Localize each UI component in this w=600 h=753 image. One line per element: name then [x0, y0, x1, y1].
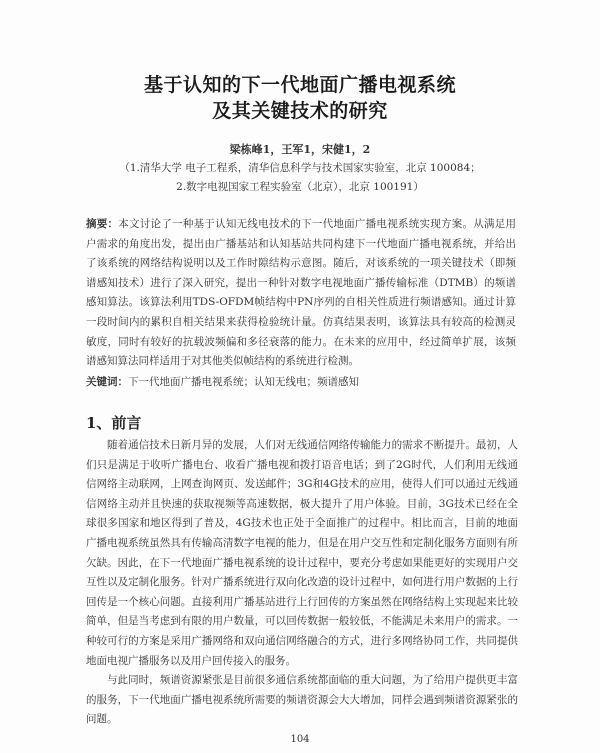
page-number: 104: [290, 734, 310, 745]
body-paragraph-1: 随着通信技术日新月异的发展，人们对无线通信网络传输能力的需求不断提升。最初，人们只是满足于收听广播电台、收看广播电视和拨打语音电话；到了2G时代，人们利用无线通信网络主动联网，上网查询网页、发送邮件；3G和4G技术的应用，使得人们可以通过无线通信网络主动并且快速的获取视频等高速数据，极大提升了用户体验。目前，3G技术已经在全球很多国家和地区得到了普及，4G技术也正处于全面推广的过程中。相比而言，目前的地面广播电视系统虽然具有传输高清数字电视的能力，但是在用户交互性和定制化服务方面则有所欠缺。因此，在下一代地面广播电视系统的设计过程中，要充分考虑如果能更好的实现用户交互性以及定制化服务。针对广播系统进行双向化改造的设计过程中，如何进行用户数据的上行回传是一个核心问题。直接利用广播基站进行上行回传的方案虽然在网络结构上实现起来比较简单，但是当考虑到有限的用户数量，可以回传数据一般较低，不能满足未来用户的需求。一种较可行的方案是采用广播网络和双向通信网络融合的方式，进行多网络协同工作，共同提供地面电视广播服务以及用户回传接入的服务。: [86, 439, 518, 667]
keywords-text: 下一代地面广播电视系统；认知无线电；频谱感知: [128, 376, 359, 388]
author-list: 梁栋峰1，王军1，宋健1，2: [229, 143, 371, 156]
body-text: [86, 436, 518, 730]
affiliation-line-2: 2.数字电视国家工程实验室（北京），北京 100191）: [176, 181, 424, 193]
keywords-label: 关键词：: [86, 376, 128, 388]
abstract: [86, 215, 516, 372]
section-heading: 1、前言: [86, 414, 142, 432]
abstract-text: 本文讨论了一种基于认知无线电技术的下一代地面广播电视系统实现方案。从满足用户需求的角度出发，提出由广播基站和认知基站共同构建下一代地面广播电视系统，并给出了该系统的网络结构说明以及工作时隙结构示意图。随后，对该系统的一项关键技术（即频谱感知技术）进行了深入研究，提出一种针对数字电视地面广播传输标准（DTMB）的频谱感知算法。该算法利用TDS-OFDM帧结构中PN序列的自相关性质进行频谱感知。通过计算一段时间内的累积自相关结果来获得检验统计量。仿真结果表明，该算法具有较高的检测灵敏度，同时有较好的抗载波频偏和多径衰落的能力。在未来的应用中，经过简单扩展，该频谱感知算法同样适用于对其他类似帧结构的系统进行检测。: [86, 218, 517, 368]
body-paragraph-2: 与此同时，频谱资源紧张是目前很多通信系统都面临的重大问题，为了给用户提供更丰富的服务，下一代地面广播电视系统所需要的频谱资源会大大增加，同样会遇到频谱资源紧张的问题。: [86, 674, 518, 726]
affiliation-line-1: （1.清华大学 电子工程系，清华信息科学与技术国家实验室，北京 100084；: [119, 162, 481, 174]
paper-title-line-2: 及其关键技术的研究: [212, 100, 388, 122]
keywords: [86, 374, 516, 389]
abstract-label: 摘要：: [86, 218, 119, 230]
paper-title-line-1: 基于认知的下一代地面广播电视系统: [143, 74, 456, 96]
